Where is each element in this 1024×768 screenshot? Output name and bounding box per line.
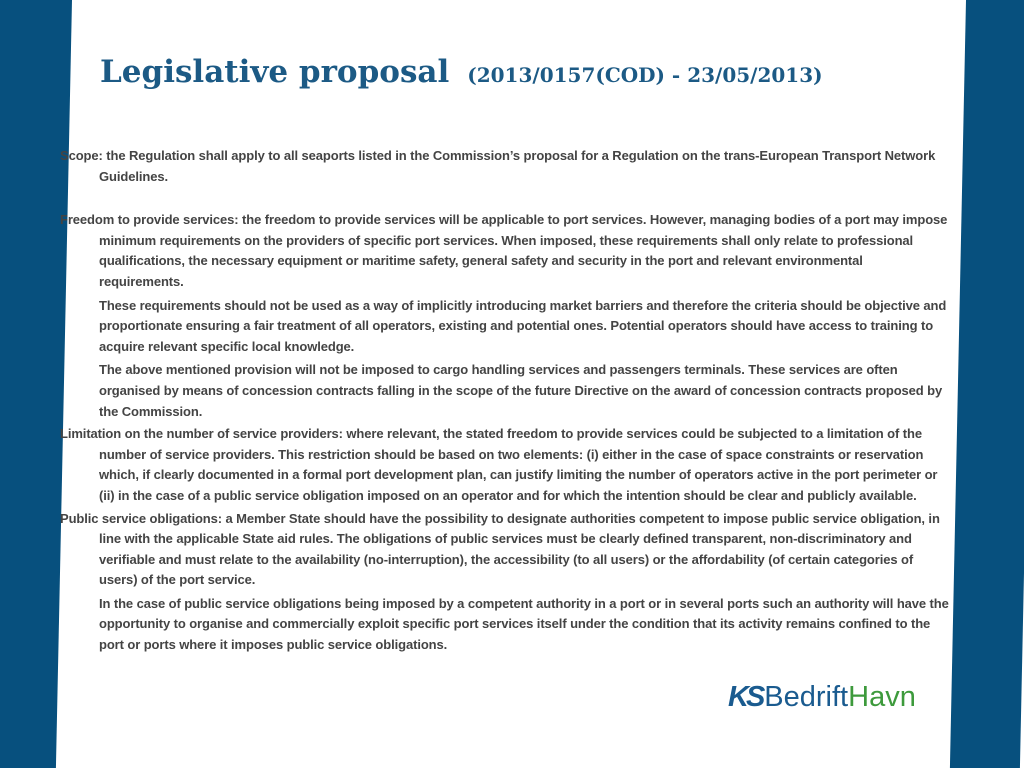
slide-title xyxy=(100,52,823,90)
paragraph-public-service-obligations: Public service obligations: a Member State should have the possibility to designate authorities competent to impose public service obligation, in line with the applicable State aid rules. The obligations of public services must be clearly defined transparent, non-discriminatory and verifiable and must relate to the availability (no-interruption), the accessibility (to all users) or the affordability (of certain categories of users) of the port service. xyxy=(60,510,940,588)
logo-havn-text: Havn xyxy=(848,681,916,713)
paragraph-requirements: These requirements should not be used as a way of implicitly introducing market barriers and therefore the criteria should be objective and proportionate ensuring a fair treatment of all operators, existing and potential ones. Potential operators should have access to training to acquire relevant specific local knowledge. xyxy=(99,297,947,354)
right-decorative-band xyxy=(950,0,1024,768)
paragraph-limitation-service-providers: Limitation on the number of service providers: where relevant, the stated freedom to provide services could be subjected to a limitation of the number of service providers. This restriction should be based on two elements: (i) either in the case of space constraints or reservation which, if clearly documented in a formal port development plan, can justify limiting the number of operators active in the port perimeter or (ii) in the case of a public service obligation imposed on an operator and for which the intention should be clear and publicly available. xyxy=(60,426,938,503)
slide-body xyxy=(60,146,950,656)
ks-bedrift-havn-logo xyxy=(728,680,916,714)
logo-ks-mark: KS xyxy=(728,681,763,713)
paragraph-cargo-handling-exemption: The above mentioned provision will not be imposed to cargo handling services and passengers terminals. These services are often organised by means of concession contracts falling in the scope of the future Directive on the award of concession contracts proposed by the Commission. xyxy=(99,362,943,419)
title-main: Legislative proposal xyxy=(100,54,450,90)
logo-bedrift-text: Bedrift xyxy=(764,681,849,713)
paragraph-scope: Scope: the Regulation shall apply to all seaports listed in the Commission’s proposal for a Regulation on the trans-European Transport Network Guidelines. xyxy=(60,148,936,184)
paragraph-competent-authority: In the case of public service obligations being imposed by a competent authority in a port or in several ports such an authority will have the opportunity to organise and commercially exploit specific port services itself under the condition that its activity remains confined to the port or ports where it imposes public service obligations. xyxy=(99,595,949,653)
paragraph-freedom-to-provide-services: Freedom to provide services: the freedom to provide services will be applicable to port services. However, managing bodies of a port may impose minimum requirements on the providers of specific port services. When imposed, these requirements shall only relate to professional qualifications, the necessary equipment or maritime safety, general safety and security in the port and relevant environmental requirements. xyxy=(60,212,948,289)
title-reference: (2013/0157(COD) - 23/05/2013) xyxy=(467,63,823,87)
